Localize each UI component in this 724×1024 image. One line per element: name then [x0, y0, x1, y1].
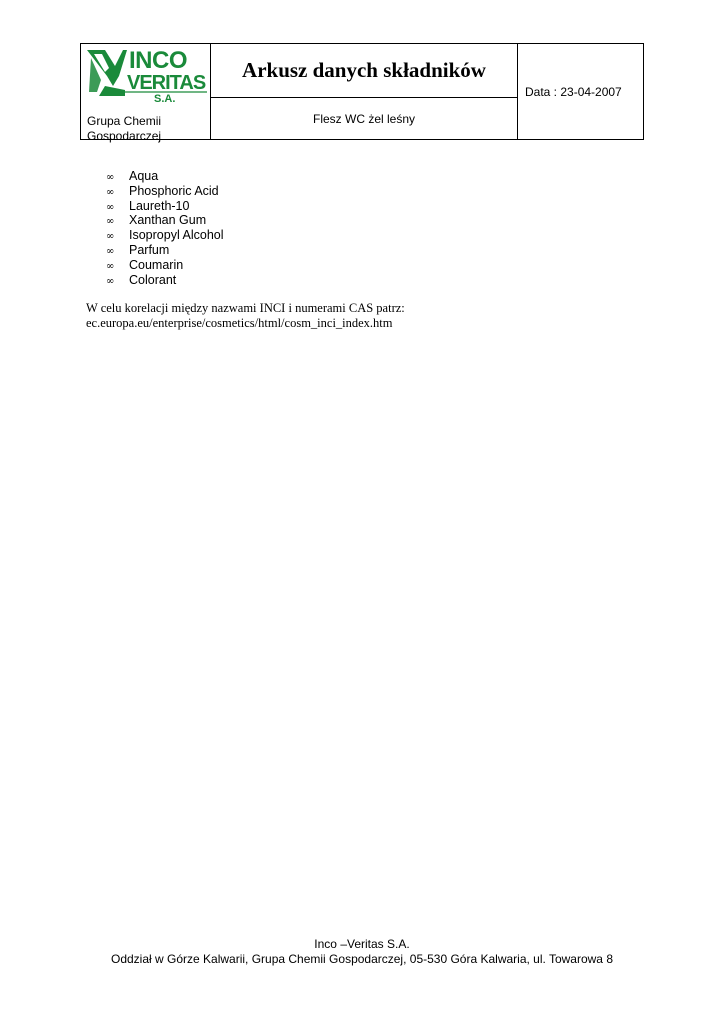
bullet-icon: ∞ [106, 186, 115, 198]
cas-reference-note [86, 301, 405, 331]
list-item [106, 273, 224, 288]
svg-text:S.A.: S.A. [154, 93, 176, 102]
ingredient-name: Aqua [129, 169, 159, 183]
footer-address: Oddział w Górze Kalwarii, Grupa Chemii Gospodarczej, 05-530 Góra Kalwaria, ul. Towarowa 8 [110, 952, 613, 966]
product-name: Flesz WC żel leśny [312, 112, 416, 126]
bullet-icon: ∞ [106, 260, 115, 272]
note-text: W celu korelacji między nazwami INCI i numerami CAS patrz: [86, 301, 405, 315]
organization-name: Grupa Chemii Gospodarczej [87, 114, 162, 143]
svg-text:VERITAS: VERITAS [127, 72, 206, 94]
date-cell [518, 44, 643, 139]
bullet-icon: ∞ [106, 216, 115, 228]
bullet-icon: ∞ [106, 201, 115, 213]
list-item [106, 243, 224, 258]
bullet-icon: ∞ [106, 275, 115, 287]
list-item [106, 228, 224, 243]
footer-company: Inco –Veritas S.A. [314, 937, 410, 951]
document-title: Arkusz danych składników [242, 58, 486, 82]
ingredient-name: Parfum [129, 242, 170, 257]
list-item [106, 258, 224, 273]
list-item [106, 169, 224, 184]
list-item [106, 199, 224, 214]
page-footer [0, 937, 724, 967]
title-cell [211, 44, 518, 98]
ingredients-list [106, 169, 224, 287]
reference-link[interactable]: ec.europa.eu/enterprise/cosmetics/html/cosm_inci_index.htm [86, 316, 393, 330]
ingredient-name: Laureth-10 [129, 198, 190, 213]
bullet-icon: ∞ [106, 245, 115, 257]
logo-cell [81, 44, 211, 143]
product-cell [211, 98, 518, 139]
ingredient-name: Isopropyl Alcohol [129, 228, 224, 243]
ingredient-name: Colorant [129, 272, 177, 287]
list-item [106, 213, 224, 228]
inco-veritas-logo [85, 46, 207, 102]
ingredient-name: Phosphoric Acid [129, 183, 219, 198]
bullet-icon: ∞ [106, 172, 115, 183]
bullet-icon: ∞ [106, 231, 115, 243]
list-item [106, 184, 224, 199]
document-date: Data : 23-04-2007 [525, 85, 622, 99]
header-table [80, 43, 644, 143]
ingredient-name: Xanthan Gum [129, 213, 207, 228]
ingredient-name: Coumarin [129, 257, 184, 272]
svg-text:INCO: INCO [129, 47, 187, 74]
